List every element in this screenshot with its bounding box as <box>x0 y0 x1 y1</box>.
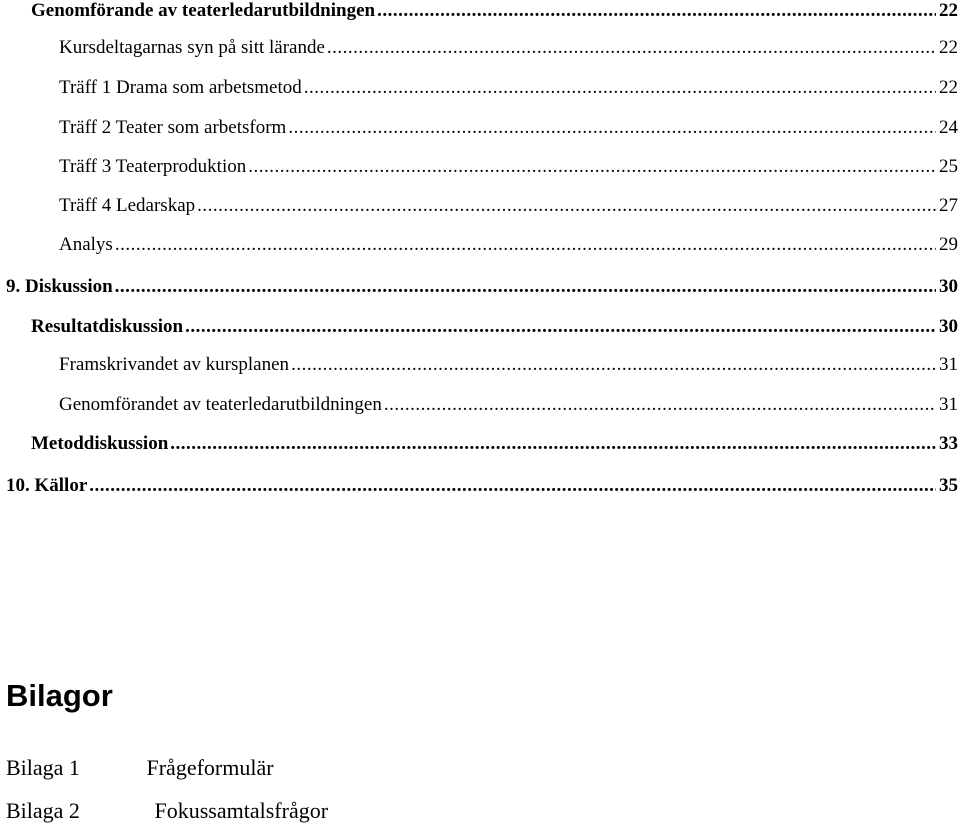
toc-dot-leader <box>288 117 936 139</box>
toc-dot-leader <box>248 156 936 178</box>
toc-dot-leader <box>377 0 936 22</box>
toc-entry-page: 33 <box>939 433 958 454</box>
toc-entry-page: 24 <box>939 117 958 138</box>
toc-entry[interactable] <box>59 195 958 217</box>
toc-entry-page: 22 <box>939 0 958 21</box>
toc-entry[interactable] <box>59 77 958 99</box>
toc-entry-page: 22 <box>939 77 958 98</box>
toc-entry-title: 9. Diskussion <box>6 276 113 297</box>
toc-entry[interactable] <box>31 316 958 338</box>
toc-dot-leader <box>115 276 936 298</box>
appendix-item-label: Bilaga 2 <box>6 798 80 823</box>
toc-entry-page: 31 <box>939 354 958 375</box>
toc-entry-title: 10. Källor <box>6 475 88 496</box>
toc-entry-title: Analys <box>59 234 113 255</box>
toc-entry-page: 35 <box>939 475 958 496</box>
toc-entry-title: Resultatdiskussion <box>31 316 184 337</box>
toc-dot-leader <box>327 37 936 59</box>
toc-entry[interactable] <box>6 276 958 298</box>
toc-entry[interactable] <box>59 156 958 178</box>
toc-entry-title: Metoddiskussion <box>31 433 169 454</box>
appendix-item <box>6 798 328 824</box>
toc-entry-title: Träff 2 Teater som arbetsform <box>59 117 287 138</box>
toc-entry[interactable] <box>59 117 958 139</box>
toc-entry-title: Framskrivandet av kursplanen <box>59 354 290 375</box>
toc-entry[interactable] <box>6 475 958 497</box>
appendix-item-title: Frågeformulär <box>146 755 274 780</box>
toc-entry-page: 22 <box>939 37 958 58</box>
toc-entry[interactable] <box>59 234 958 256</box>
toc-entry-title: Kursdeltagarnas syn på sitt lärande <box>59 37 325 58</box>
toc-entry-page: 25 <box>939 156 958 177</box>
appendix-item <box>6 755 274 781</box>
toc-dot-leader <box>384 394 936 416</box>
appendix-heading: Bilagor <box>6 678 113 713</box>
toc-entry-title: Träff 3 Teaterproduktion <box>59 156 247 177</box>
toc-entry-title: Träff 1 Drama som arbetsmetod <box>59 77 302 98</box>
toc-entry-page: 27 <box>939 195 958 216</box>
toc-entry-title: Genomförande av teaterledarutbildningen <box>31 0 376 21</box>
toc-dot-leader <box>197 195 936 217</box>
toc-entry[interactable] <box>31 0 958 22</box>
toc-entry[interactable] <box>59 37 958 59</box>
toc-entry[interactable] <box>59 354 958 376</box>
toc-dot-leader <box>185 316 936 338</box>
toc-entry[interactable] <box>59 394 958 416</box>
toc-entry-page: 31 <box>939 394 958 415</box>
toc-entry-page: 29 <box>939 234 958 255</box>
toc-entry-title: Träff 4 Ledarskap <box>59 195 196 216</box>
appendix-item-label: Bilaga 1 <box>6 755 80 780</box>
toc-entry-page: 30 <box>939 316 958 337</box>
toc-dot-leader <box>291 354 936 376</box>
toc-dot-leader <box>115 234 936 256</box>
toc-dot-leader <box>170 433 936 455</box>
toc-entry-title: Genomförandet av teaterledarutbildningen <box>59 394 382 415</box>
toc-entry-page: 30 <box>939 276 958 297</box>
toc-entry[interactable] <box>31 433 958 455</box>
toc-dot-leader <box>304 77 936 99</box>
toc-dot-leader <box>89 475 936 497</box>
appendix-item-title: Fokussamtalsfrågor <box>154 798 329 823</box>
